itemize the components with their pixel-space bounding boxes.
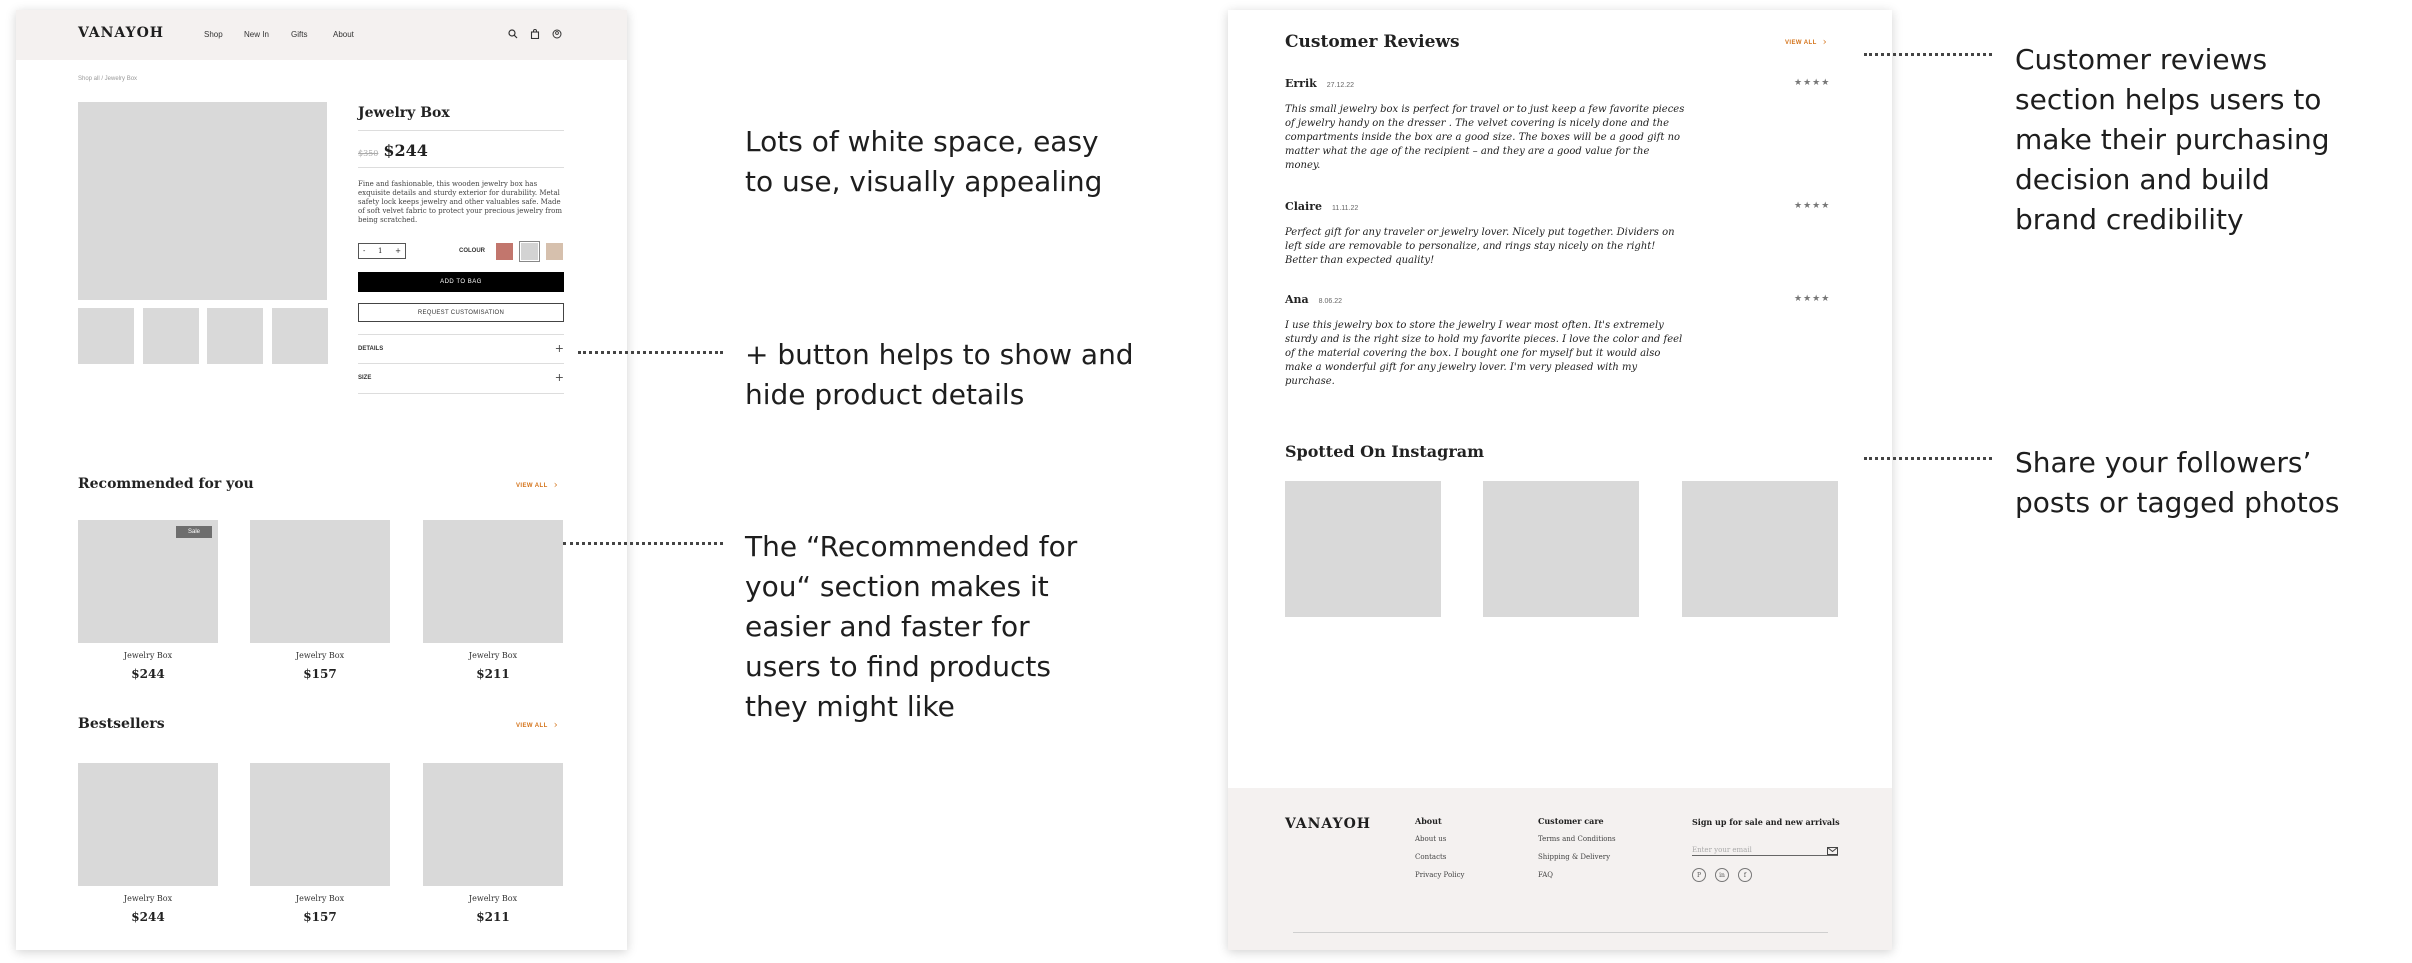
footer-link-contacts[interactable]: Contacts [1415, 853, 1447, 861]
product-card-price: $211 [476, 910, 510, 924]
pinterest-icon[interactable]: P [1692, 868, 1706, 882]
product-card-price: $157 [303, 910, 337, 924]
product-card-price: $244 [131, 910, 165, 924]
annotation-line: they might like [745, 690, 955, 723]
review-header [1285, 293, 1342, 306]
annotation-line: you“ section makes it [745, 570, 1049, 603]
product-card-name[interactable]: Jewelry Box [468, 651, 518, 660]
annotation-line: posts or tagged photos [2015, 486, 2340, 519]
colour-swatch-grey[interactable] [521, 243, 538, 260]
connector-dotted-line [1864, 53, 1992, 56]
account-icon[interactable] [551, 28, 563, 40]
search-icon[interactable] [507, 28, 519, 40]
qty-minus-button[interactable]: - [363, 247, 366, 255]
accordion-details-label: DETAILS [358, 345, 384, 352]
product-card-name[interactable]: Jewelry Box [295, 651, 345, 660]
accordion-details[interactable] [358, 342, 564, 355]
annotation-recommended [745, 527, 1077, 727]
annotation-line: + button helps to show and [745, 338, 1134, 371]
site-header [16, 10, 627, 60]
divider [358, 393, 564, 394]
connector-dotted-line [1864, 457, 1992, 460]
annotation-line: users to find products [745, 650, 1051, 683]
product-card-name[interactable]: Jewelry Box [123, 651, 173, 660]
annotation-white-space [745, 122, 1102, 202]
annotation-line: easier and faster for [745, 610, 1030, 643]
bestsellers-title: Bestsellers [78, 716, 165, 732]
qty-plus-button[interactable]: + [395, 247, 401, 255]
product-card-name[interactable]: Jewelry Box [295, 894, 345, 903]
product-card-image[interactable] [250, 763, 390, 886]
annotation-line: The “Recommended for [745, 530, 1078, 563]
annotation-line: section helps users to [2015, 83, 2322, 116]
footer-link-shipping[interactable]: Shipping & Delivery [1538, 853, 1611, 861]
price-block [358, 141, 428, 160]
footer-link-faq[interactable]: FAQ [1538, 871, 1554, 879]
divider [358, 130, 564, 131]
annotation-line: Customer reviews [2015, 43, 2268, 76]
bag-icon[interactable] [529, 28, 541, 40]
star-rating: ★★★★ [1794, 294, 1831, 304]
product-title: Jewelry Box [358, 105, 450, 121]
product-thumbnail[interactable] [143, 308, 199, 364]
annotation-instagram [2015, 443, 2339, 523]
nav-new-in[interactable]: New In [244, 30, 269, 39]
annotation-line: to use, visually appealing [745, 165, 1103, 198]
colour-swatch-rose[interactable] [496, 243, 513, 260]
annotation-line: brand credibility [2015, 203, 2244, 236]
nav-gifts[interactable]: Gifts [291, 30, 308, 39]
store-logo[interactable]: VANAYOH [78, 25, 165, 41]
recommended-view-all-link[interactable] [516, 480, 558, 491]
email-placeholder: Enter your email [1692, 845, 1752, 854]
reviewer-name: Errik [1285, 77, 1317, 90]
annotation-line: decision and build [2015, 163, 2270, 196]
chevron-right-icon: › [1822, 37, 1827, 48]
annotation-line: Share your followers’ [2015, 446, 2312, 479]
product-page-mockup [16, 10, 627, 950]
product-card-price: $211 [476, 667, 510, 681]
product-thumbnail[interactable] [207, 308, 263, 364]
view-all-label: VIEW ALL [1785, 39, 1817, 46]
instagram-photo[interactable] [1483, 481, 1639, 617]
connector-dotted-line [563, 542, 723, 545]
footer-care-heading: Customer care [1538, 816, 1604, 826]
annotation-line: Lots of white space, easy [745, 125, 1099, 158]
product-card-price: $157 [303, 667, 337, 681]
view-all-label: VIEW ALL [516, 722, 548, 729]
site-footer [1228, 788, 1892, 950]
annotation-line: hide product details [745, 378, 1025, 411]
reviewer-name: Claire [1285, 200, 1323, 213]
footer-link-terms[interactable]: Terms and Conditions [1538, 835, 1616, 843]
annotation-line: make their purchasing [2015, 123, 2330, 156]
review-date: 11.11.22 [1332, 205, 1359, 212]
plus-icon[interactable]: + [554, 371, 564, 384]
review-date: 27.12.22 [1326, 82, 1355, 89]
product-thumbnail[interactable] [78, 308, 134, 364]
linkedin-icon[interactable]: in [1715, 868, 1729, 882]
footer-logo[interactable]: VANAYOH [1285, 816, 1372, 832]
review-text: I use this jewelry box to store the jewelry I wear most often. It's extremely sturdy and is the right size to hold my favorite pieces. I love the color and feel of the material covering the box. I bought one for myself but it would also make a wonderful gift for any jewelry lover. I'm very pleased with my purchase. [1285, 320, 1683, 387]
footer-about-heading: About [1415, 816, 1442, 826]
product-card-image[interactable] [250, 520, 390, 643]
divider [358, 363, 564, 364]
recommended-title: Recommended for you [78, 476, 254, 492]
star-rating: ★★★★ [1794, 201, 1831, 211]
footer-signup-heading: Sign up for sale and new arrivals [1692, 817, 1840, 827]
colour-label: COLOUR [459, 248, 485, 254]
annotation-reviews [2015, 40, 2330, 240]
chevron-right-icon: › [553, 480, 558, 491]
email-field[interactable] [1692, 844, 1838, 856]
product-card-image[interactable] [423, 763, 563, 886]
product-main-image [78, 102, 327, 300]
review-header [1285, 200, 1358, 213]
footer-link-privacy[interactable]: Privacy Policy [1415, 871, 1465, 879]
product-description: Fine and fashionable, this wooden jewelry box has exquisite details and sturdy exterior for durability. Metal safety lock keeps jewelry and other valuables safe. Made of soft velvet fabric to protect your precious jewelry from being scratched. [358, 180, 563, 224]
instagram-title: Spotted On Instagram [1285, 442, 1485, 461]
request-customisation-button[interactable]: REQUEST CUSTOMISATION [358, 303, 564, 322]
review-header [1285, 77, 1354, 90]
reviewer-name: Ana [1285, 293, 1309, 306]
product-card-price: $244 [131, 667, 165, 681]
add-to-bag-button[interactable]: ADD TO BAG [358, 272, 564, 292]
nav-shop[interactable]: Shop [204, 30, 223, 39]
reviews-title: Customer Reviews [1285, 32, 1460, 52]
nav-about[interactable]: About [333, 30, 354, 39]
product-card-image[interactable] [78, 520, 218, 643]
star-rating: ★★★★ [1794, 78, 1831, 88]
old-price: $350 [358, 149, 379, 158]
footer-divider [1293, 932, 1828, 933]
review-text: This small jewelry box is perfect for travel or to just keep a few favorite pieces of jewelry handy on the dresser . The velvet covering is nicely done and the compartments inside the box are a good size. The boxes will be a good gift no matter what the age of the recipient – and they are a good value for the money. [1285, 104, 1685, 171]
divider [358, 334, 564, 335]
mail-icon[interactable] [1827, 840, 1838, 859]
footer-link-about-us[interactable]: About us [1415, 835, 1447, 843]
reviews-view-all-link[interactable] [1785, 37, 1827, 48]
review-date: 8.06.22 [1318, 298, 1343, 305]
instagram-photo[interactable] [1285, 481, 1441, 617]
chevron-right-icon: › [553, 720, 558, 731]
bestsellers-view-all-link[interactable] [516, 720, 558, 731]
facebook-icon[interactable]: f [1738, 868, 1752, 882]
reviews-page-mockup [1228, 10, 1892, 950]
quantity-stepper[interactable] [358, 243, 406, 259]
product-thumbnail[interactable] [272, 308, 328, 364]
accordion-size-label: SIZE [358, 374, 372, 381]
colour-swatch-beige[interactable] [546, 243, 563, 260]
product-card-image[interactable] [78, 763, 218, 886]
accordion-size[interactable] [358, 371, 564, 384]
divider [358, 167, 564, 168]
review-text: Perfect gift for any traveler or jewelry lover. Nicely put together. Dividers on left side are removable to personalize, and rings stay nicely on the right! Better than expected quality! [1285, 227, 1675, 266]
plus-icon[interactable]: + [554, 342, 564, 355]
connector-dotted-line [578, 351, 723, 354]
current-price: $244 [383, 141, 428, 160]
product-card-image[interactable] [423, 520, 563, 643]
view-all-label: VIEW ALL [516, 482, 548, 489]
product-card-name[interactable]: Jewelry Box [123, 894, 173, 903]
annotation-plus-button [745, 335, 1134, 415]
breadcrumb[interactable]: Shop all / Jewelry Box [78, 76, 138, 82]
product-card-name[interactable]: Jewelry Box [468, 894, 518, 903]
sale-badge: Sale [176, 526, 212, 538]
qty-value[interactable]: 1 [378, 247, 383, 255]
instagram-photo[interactable] [1682, 481, 1838, 617]
